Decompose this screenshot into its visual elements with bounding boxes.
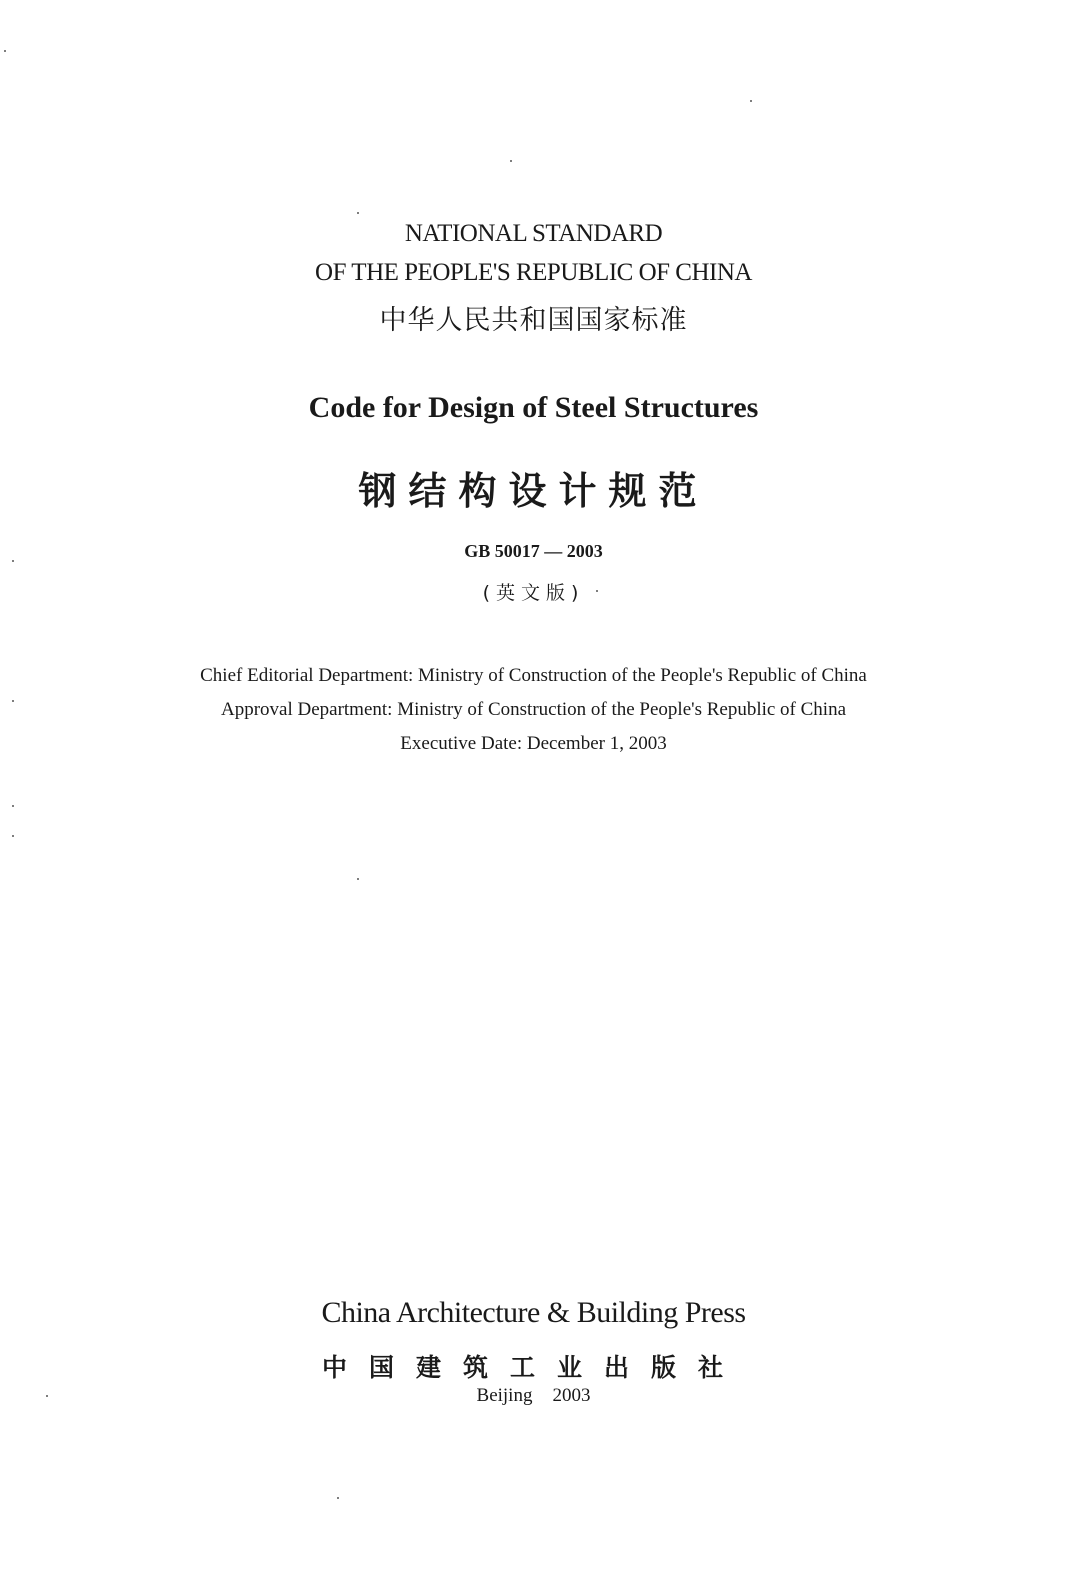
chief-editorial-label: Chief Editorial Department: xyxy=(200,665,414,686)
chief-editorial-value: Ministry of Construction of the People's Republic of China xyxy=(418,665,867,686)
approval-department xyxy=(0,699,1067,721)
scan-speck xyxy=(596,590,598,592)
approval-label: Approval Department: xyxy=(220,699,393,720)
scan-speck xyxy=(12,805,14,807)
publication-city: Beijing xyxy=(476,1385,533,1406)
scan-speck xyxy=(337,1497,339,1499)
edition-label: (英文版) xyxy=(482,582,585,604)
chief-editorial-department xyxy=(0,665,1067,687)
publisher-name-en: China Architecture & Building Press xyxy=(321,1296,746,1329)
executive-date-value: December 1, 2003 xyxy=(526,733,667,754)
publication-year: 2003 xyxy=(552,1385,591,1406)
document-title-cn: 钢结构设计规范 xyxy=(358,469,709,513)
standard-code-number: GB 50017 — 2003 xyxy=(464,541,603,561)
approval-value: Ministry of Construction of the People's Republic of China xyxy=(397,699,847,720)
publication-place-year xyxy=(0,1385,1067,1407)
executive-date-label: Executive Date: xyxy=(400,733,523,754)
scan-speck xyxy=(12,700,14,702)
executive-date xyxy=(0,733,1067,755)
scan-speck xyxy=(46,1395,48,1397)
scan-speck xyxy=(4,50,6,52)
standard-line-cn: 中华人民共和国国家标准 xyxy=(379,305,688,336)
scan-speck xyxy=(510,160,512,162)
standard-line-1: NATIONAL STANDARD xyxy=(404,220,663,247)
scan-speck xyxy=(357,212,359,214)
scan-speck xyxy=(12,560,14,562)
scan-speck xyxy=(357,878,359,880)
standard-line-2: OF THE PEOPLE'S REPUBLIC OF CHINA xyxy=(315,259,752,286)
scan-speck xyxy=(750,100,752,102)
document-title-en: Code for Design of Steel Structures xyxy=(308,391,759,424)
scan-speck xyxy=(12,835,14,837)
publisher-name-cn: 中国建筑工业出版社 xyxy=(321,1353,745,1382)
